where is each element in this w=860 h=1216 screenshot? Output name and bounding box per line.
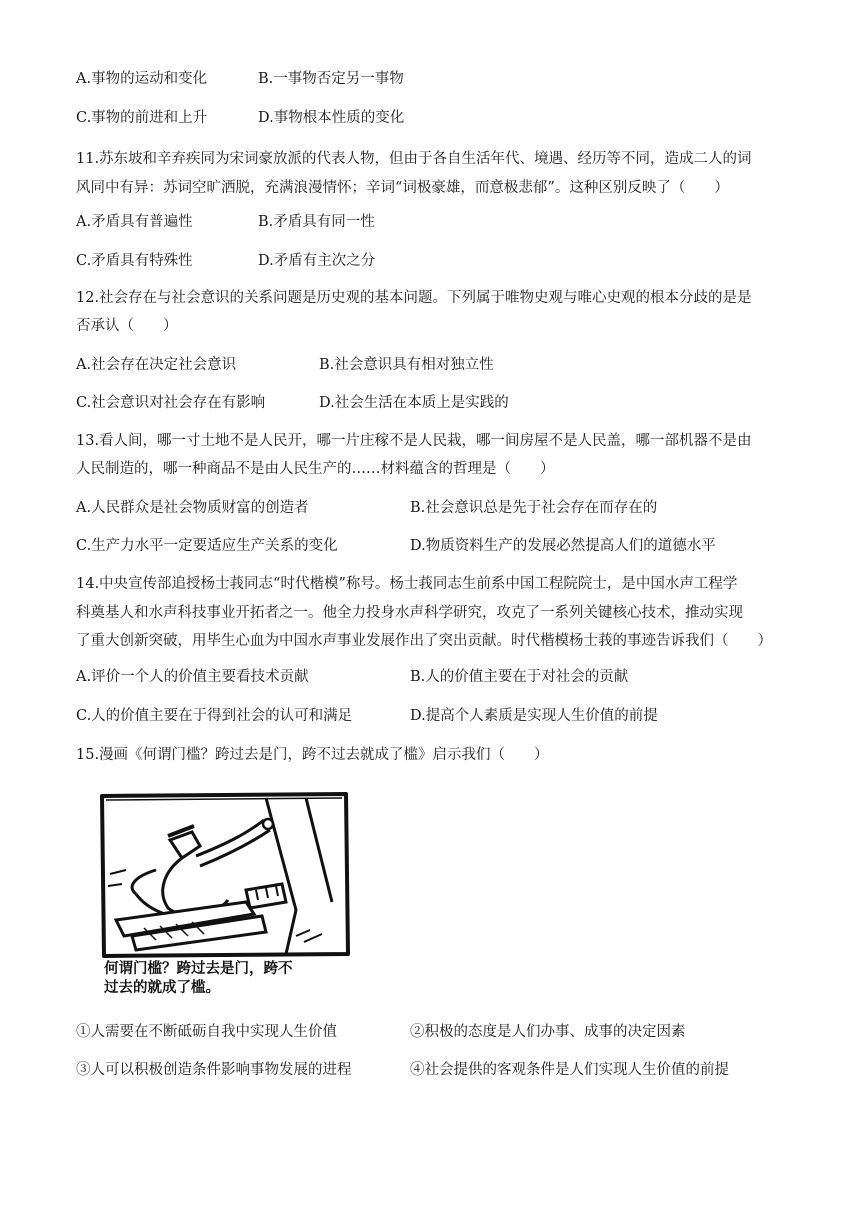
q10-option-a: A.事物的运动和变化 — [76, 71, 208, 87]
q13-option-a: A.人民群众是社会物质财富的创造者 — [76, 500, 309, 516]
q10-option-d: D.事物根本性质的变化 — [258, 110, 405, 126]
q14-stem-line-2: 科奠基人和水声科技事业开拓者之一。他全力投身水声科学研究，攻克了一系列关键核心技术，推动实现 — [76, 605, 743, 621]
cartoon-caption-line-1: 何谓门槛？跨过去是门，跨不 — [104, 961, 293, 977]
q15-statement-2: ②积极的态度是人们办事、成事的决定因素 — [410, 1024, 686, 1040]
q11-stem-line-2: 风同中有异：苏词空旷洒脱，充满浪漫情怀；辛词“词极豪雄，而意极悲郁”。这种区别反映了（ ） — [76, 180, 729, 196]
q11-option-b: B.矛盾具有同一性 — [258, 214, 375, 230]
q10-option-b: B.一事物否定另一事物 — [258, 71, 404, 87]
q11-option-c: C.矛盾具有特殊性 — [76, 253, 193, 269]
q13-option-d: D.物质资料生产的发展必然提高人们的道德水平 — [410, 538, 716, 554]
q13-option-c: C.生产力水平一定要适应生产关系的变化 — [76, 538, 338, 554]
q12-stem-line-1: 12.社会存在与社会意识的关系问题是历史观的基本问题。下列属于唯物史观与唯心史观的根本分歧的是是 — [76, 290, 752, 306]
q15-stem-line-1: 15.漫画《何谓门槛？跨过去是门，跨不过去就成了槛》启示我们（ ） — [76, 747, 549, 763]
q11-option-d: D.矛盾有主次之分 — [258, 253, 376, 269]
q14-option-c: C.人的价值主要在于得到社会的认可和满足 — [76, 708, 353, 724]
q13-option-b: B.社会意识总是先于社会存在而存在的 — [410, 500, 658, 516]
q15-statement-1: ①人需要在不断砥砺自我中实现人生价值 — [76, 1024, 337, 1040]
q11-stem-line-1: 11.苏东坡和辛弃疾同为宋词豪放派的代表人物，但由于各自生活年代、境遇、经历等不同，造成二人的词 — [76, 151, 752, 167]
q15-statement-4: ④社会提供的客观条件是人们实现人生价值的前提 — [410, 1062, 729, 1078]
q13-stem-line-2: 人民制造的，哪一种商品不是由人民生产的……材料蕴含的哲理是（ ） — [76, 461, 555, 477]
cartoon-caption-line-2: 过去的就成了槛。 — [104, 980, 220, 996]
q14-stem-line-1: 14.中央宣传部追授杨士莪同志“时代楷模”称号。杨士莪同志生前系中国工程院院士，是中国水声工程学 — [76, 576, 738, 592]
threshold-cartoon — [96, 790, 358, 1000]
q15-statement-3: ③人可以积极创造条件影响事物发展的进程 — [76, 1062, 352, 1078]
q14-option-d: D.提高个人素质是实现人生价值的前提 — [410, 708, 658, 724]
q13-stem-line-1: 13.看人间，哪一寸土地不是人民开，哪一片庄稼不是人民栽，哪一间房屋不是人民盖，哪一部机器不是由 — [76, 433, 752, 449]
q11-option-a: A.矛盾具有普遍性 — [76, 214, 193, 230]
q12-option-c: C.社会意识对社会存在有影响 — [76, 395, 266, 411]
q14-stem-line-3: 了重大创新突破，用毕生心血为中国水声事业发展作出了突出贡献。时代楷模杨士莪的事迹告诉我们（ ） — [76, 633, 772, 649]
q12-stem-line-2: 否承认（ ） — [76, 318, 178, 334]
q14-option-b: B.人的价值主要在于对社会的贡献 — [410, 669, 629, 685]
q10-option-c: C.事物的前进和上升 — [76, 110, 208, 126]
q12-option-b: B.社会意识具有相对独立性 — [319, 357, 494, 373]
q12-option-a: A.社会存在决定社会意识 — [76, 357, 237, 373]
q14-option-a: A.评价一个人的价值主要看技术贡献 — [76, 669, 309, 685]
q12-option-d: D.社会生活在本质上是实践的 — [319, 395, 509, 411]
